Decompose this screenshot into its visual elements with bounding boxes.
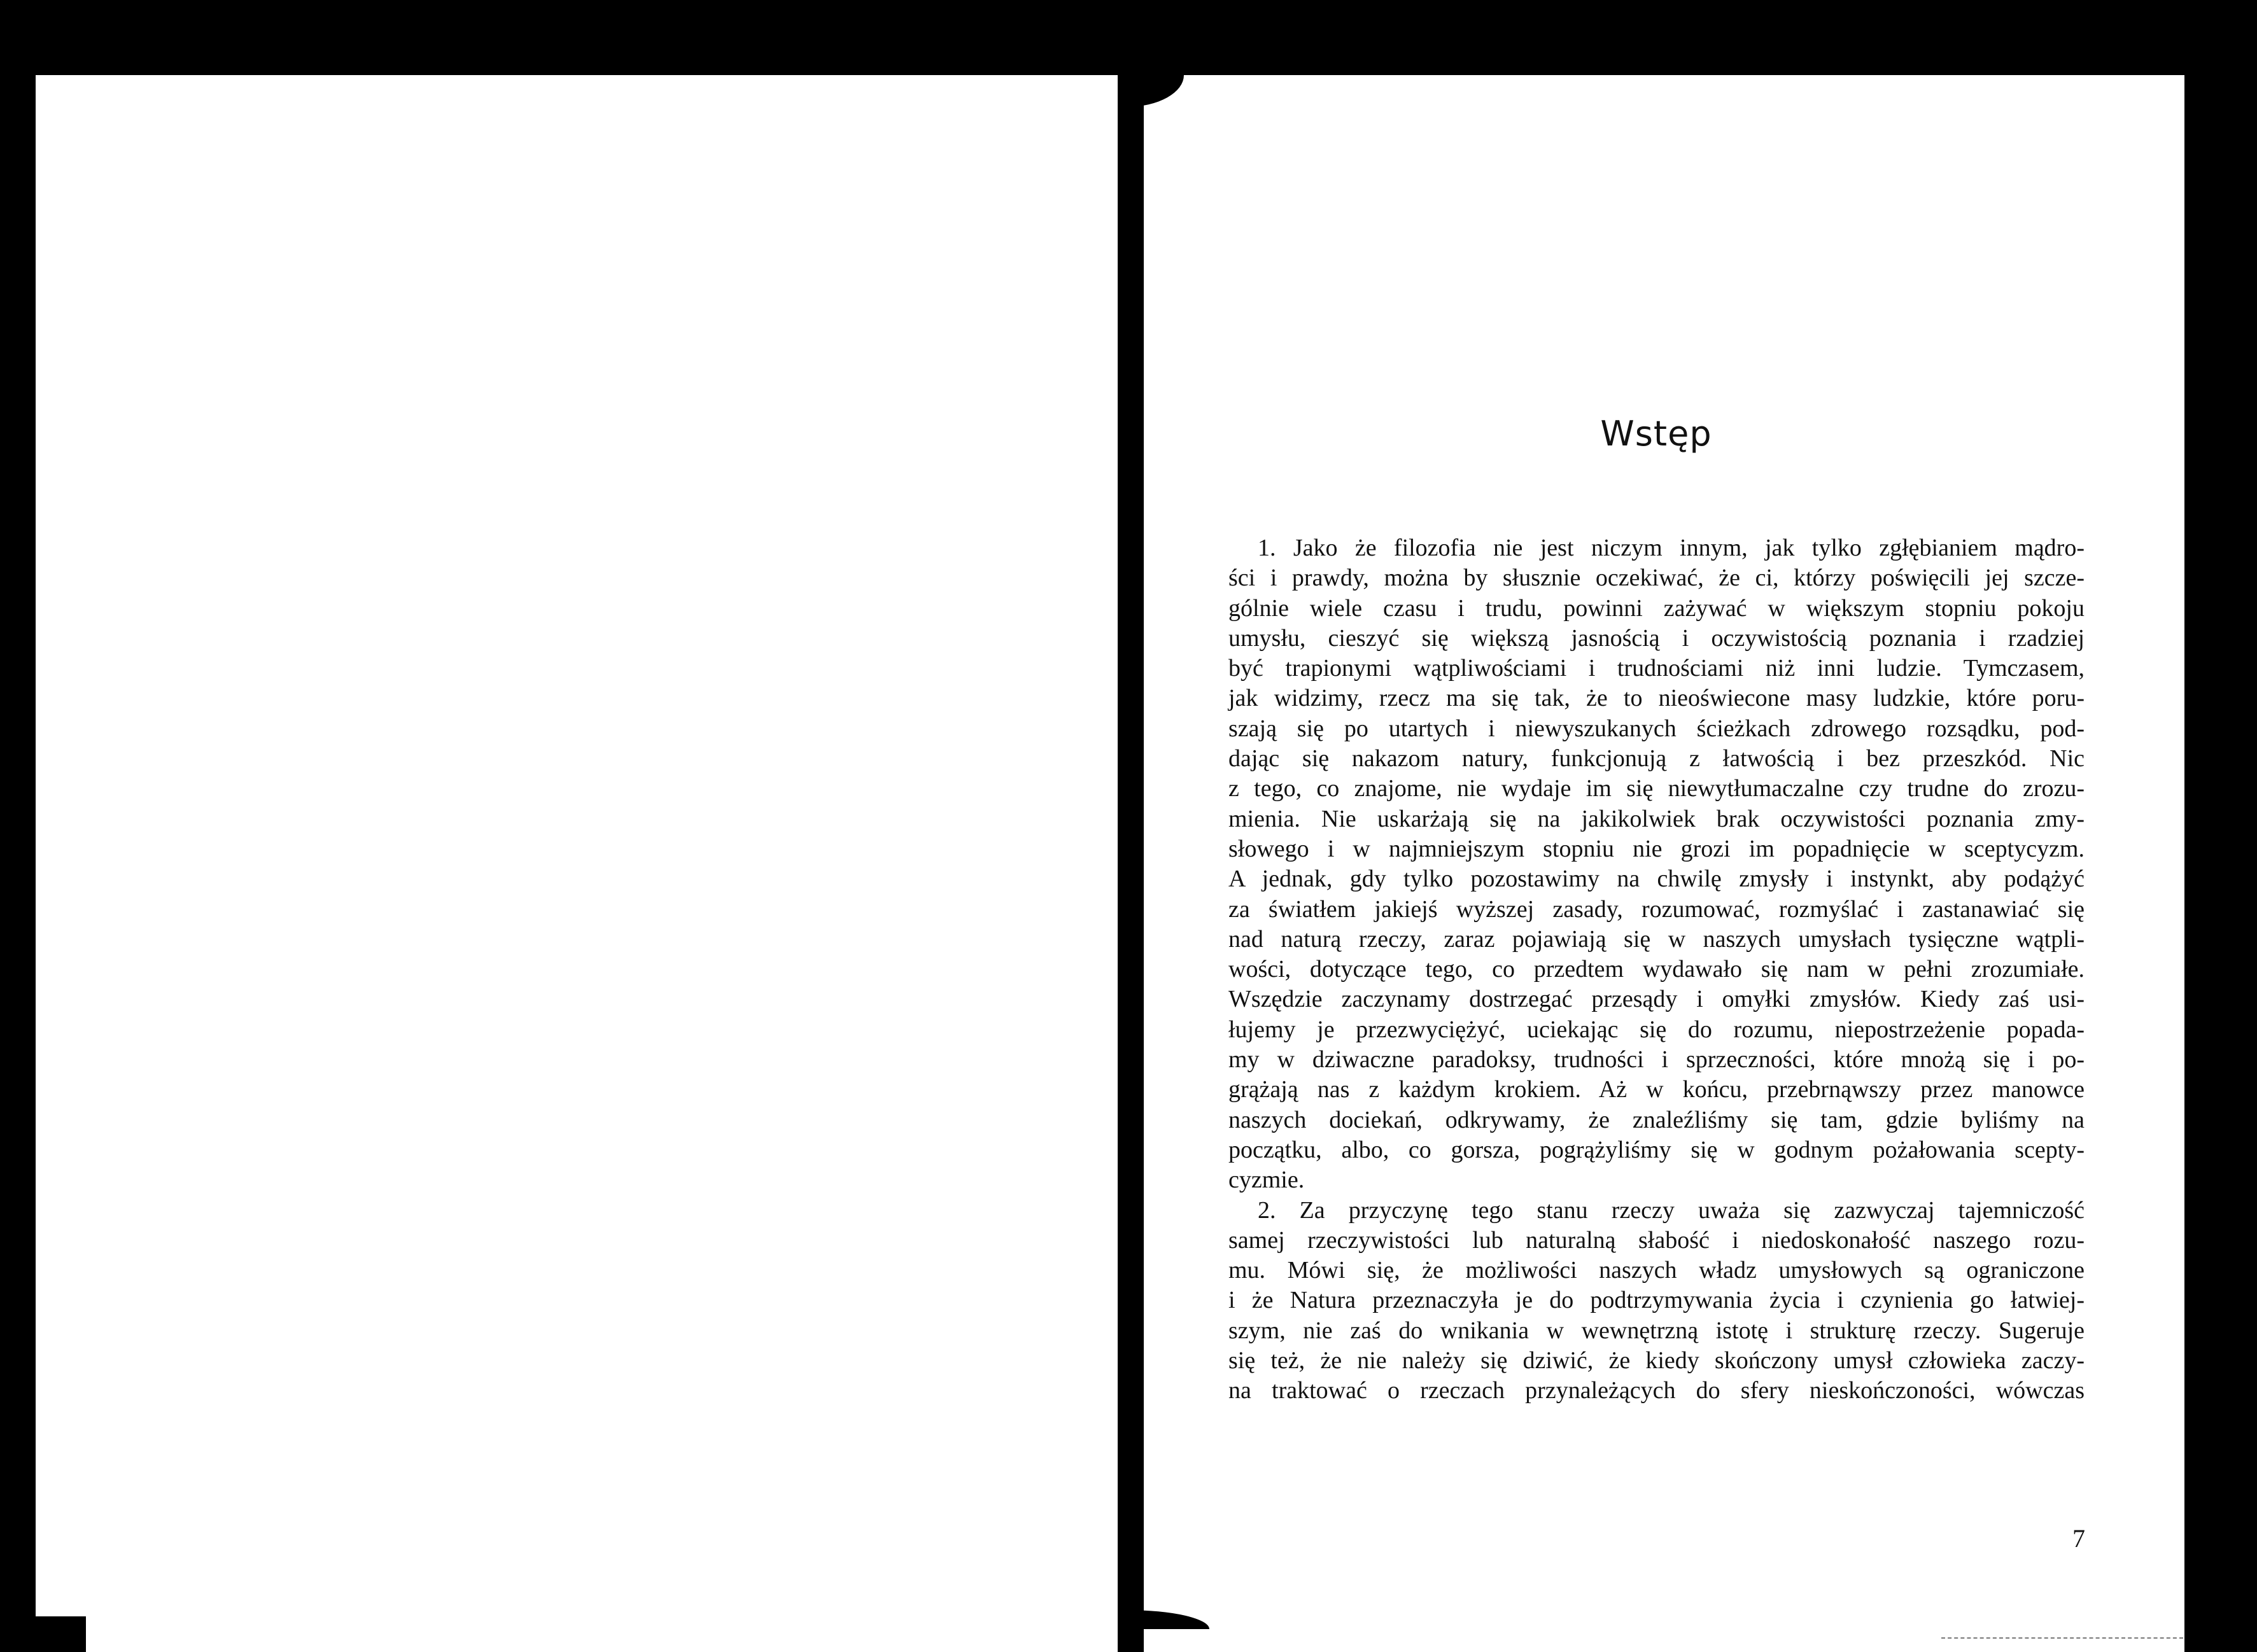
body-text — [1228, 533, 2085, 1406]
corner-mark — [29, 1616, 86, 1652]
text-line: jak widzimy, rzecz ma się tak, że to nieoświecone masy ludzkie, które poru- — [1228, 685, 2085, 712]
text-line: łujemy je przezwyciężyć, uciekając się do rozumu, niepostrzeżenie popada- — [1228, 1016, 2085, 1043]
text-line: za światłem jakiejś wyższej zasady, rozumować, rozmyślać i zastanawiać się — [1228, 895, 2085, 923]
text-line: umysłu, cieszyć się większą jasnością i oczywistością poznania i rzadziej — [1228, 624, 2085, 652]
text-line: A jednak, gdy tylko pozostawimy na chwilę zmysły i instynkt, aby podążyć — [1228, 865, 2085, 893]
chapter-title: Wstęp — [1600, 414, 1712, 454]
text-line: mu. Mówi się, że możliwości naszych władz umysłowych są ograniczone — [1228, 1257, 2085, 1284]
text-line: być trapionymi wątpliwościami i trudnościami niż inni ludzie. Tymczasem, — [1228, 655, 2085, 682]
text-line: szają się po utartych i niewyszukanych ścieżkach zdrowego rozsądku, pod- — [1228, 715, 2085, 742]
scan-dashes — [1941, 1637, 2183, 1641]
left-page-bottom — [36, 1628, 1118, 1652]
text-line: początku, albo, co gorsza, pogrążyliśmy się w godnym pożałowania scepty- — [1228, 1136, 2085, 1163]
text-line: nad naturą rzeczy, zaraz pojawiają się w naszych umysłach tysięczne wątpli- — [1228, 925, 2085, 953]
text-line: my w dziwaczne paradoksy, trudności i sprzeczności, które mnożą się i po- — [1228, 1046, 2085, 1074]
text-line: i że Natura przeznaczyła je do podtrzymywania życia i czynienia go łatwiej- — [1228, 1287, 2085, 1314]
text-line: dając się nakazom natury, funkcjonują z łatwością i bez przeszkód. Nic — [1228, 745, 2085, 773]
text-line: wości, dotyczące tego, co przedtem wydawało się nam w pełni zrozumiałe. — [1228, 956, 2085, 983]
text-line: gólnie wiele czasu i trudu, powinni zażywać w większym stopniu pokoju — [1228, 594, 2085, 622]
text-line: Wszędzie zaczynamy dostrzegać przesądy i omyłki zmysłów. Kiedy zaś usi- — [1228, 986, 2085, 1013]
text-line: samej rzeczywistości lub naturalną słabość i niedoskonałość naszego rozu- — [1228, 1226, 2085, 1254]
text-line: się też, że nie należy się dziwić, że kiedy skończony umysł człowieka zaczy- — [1228, 1347, 2085, 1375]
text-line: 2. Za przyczynę tego stanu rzeczy uważa się zazwyczaj tajemniczość — [1258, 1196, 2085, 1224]
page-number: 7 — [2072, 1524, 2085, 1553]
text-line: szym, nie zaś do wnikania w wewnętrzną istotę i strukturę rzeczy. Sugeruje — [1228, 1317, 2085, 1344]
text-line: mienia. Nie uskarżają się na jakikolwiek brak oczywistości poznania zmy- — [1228, 805, 2085, 832]
book-gutter — [1118, 75, 1144, 1652]
text-line: grążają nas z każdym krokiem. Aż w końcu, przebrnąwszy przez manowce — [1228, 1076, 2085, 1103]
left-page-blank — [36, 75, 1118, 1628]
text-line: 1. Jako że filozofia nie jest niczym innym, jak tylko zgłębianiem mądro- — [1258, 535, 2085, 561]
text-line: naszych dociekań, odkrywamy, że znaleźliśmy się tam, gdzie byliśmy na — [1228, 1106, 2085, 1133]
scan-right-edge — [2184, 75, 2257, 1652]
text-line: ści i prawdy, można by słusznie oczekiwać, że ci, którzy poświęcili jej szcze- — [1228, 564, 2085, 592]
text-line: z tego, co znajome, nie wydaje im się niewytłumaczalne czy trudne do zrozu- — [1228, 775, 2085, 802]
text-line: cyzmie. — [1228, 1166, 1305, 1194]
scan-top-edge — [0, 0, 2257, 23]
text-line: słowego i w najmniejszym stopniu nie grozi im popadnięcie w sceptycyzm. — [1228, 835, 2085, 862]
text-line: na traktować o rzeczach przynależących do sfery nieskończoności, wówczas — [1228, 1377, 2085, 1404]
